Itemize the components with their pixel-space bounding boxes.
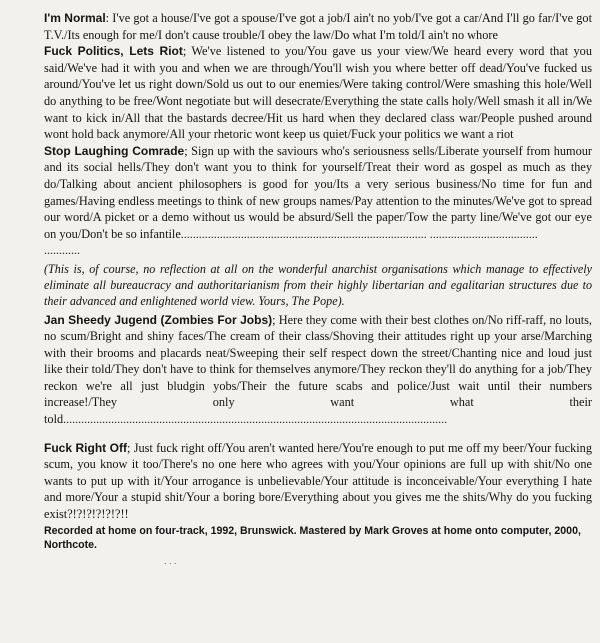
song-lyrics: Here they come with their best clothes on/No riff-raff, no louts, no scum/Bright and shiny faces/The cream of their class/Shoving their attitudes right up your arse/Marching with their brooms and placards neat/Sweeping their self respect down the street/Chanting nice and loud just like their told/They don't have to think for themselves anymore/They reckon they'll do anything for a job/They reckon we're all just bludgin yobs/Their the future scabs and police/Just wait until their numbers increase!/They only want what their told (44, 312, 592, 427)
title-separator: : (105, 11, 113, 25)
song-lyrics: I've got a house/I've got a spouse/I've got a job/I ain't no yob/I've got a car/And I'll go far/I've got T.V./Its enough for me/I don't cause trouble/I obey the law/Do what I'm told/I ain't no whore (44, 11, 592, 42)
song-title: I'm Normal (44, 11, 106, 25)
title-separator: ; (182, 44, 192, 59)
title-separator: ; (127, 440, 134, 455)
dotted-leader: .................................................................................. .................................... (180, 226, 538, 241)
song-lyrics: Just fuck right off/You aren't wanted here/You're enough to put me off my beer/Your fucking scum, you know it too/There's no one here who agrees with you/Your opinions are full up with shit/No one wants to put up with it/Your arrogance is unbelievable/Your attitude is inconceivable/Your everything I hate and more/Your a stupid shit/Your a boring bore/Everything about you gives me the shits/Why do you fucking exist?!?!?!?!?!?!! (44, 440, 592, 522)
editorial-note: (This is, of course, no reflection at all on the wonderful anarchist organisations which manage to effectively eliminate all bureaucracy and authoritarianism from their highly libertarian and egalitarian structures due to their advanced and enlightened world view. Yours, The Pope). (44, 261, 592, 309)
dotted-leader-extra: ............ (44, 243, 80, 258)
song-jan-sheedy-jugend (44, 312, 592, 428)
dotted-leader: ................................................................................................................................ (63, 412, 448, 427)
song-lyrics: Sign up with the saviours who's seriousness sells/Liberate yourself from humour and its social hells/They don't want you to think for yourself/Treat their word as gospel as much as they do/Talking about ancient philosophers is good for you/Its a very serious business/No time for fun and games/Having endless meetings to think of new groups names/Pay attention to the minutes/We've got to spread our word/A picket or a demo without us would be absurd/Sell the paper/Tow the party line/We've got our eye on you/Don't be so infantile (44, 143, 592, 241)
song-title: Fuck Right Off (44, 440, 128, 455)
song-stop-laughing-comrade (44, 143, 592, 259)
title-separator: ; (272, 312, 279, 327)
song-title: Jan Sheedy Jugend (Zombies For Jobs) (44, 312, 273, 327)
song-fuck-right-off (44, 440, 592, 523)
song-title: Stop Laughing Comrade (44, 143, 185, 158)
title-separator: ; (184, 143, 192, 158)
song-title: Fuck Politics, Lets Riot (44, 44, 183, 59)
recording-credits: Recorded at home on four-track, 1992, Brunswick. Mastered by Mark Groves at home onto computer, 2000, Northcote. (44, 524, 581, 551)
footer-mark: . . . (164, 555, 177, 566)
song-lyrics: We've listened to you/You gave us your view/We heard every word that you said/We've had it with you and when we are through/You'll wish you where better off dead/You've fucked us around/You've let us right down/Sold us out to our enemies/Were taking control/Were smashing this hole/Well do anything to be free/Wont negotiate but will desecrate/Everything the state calls holy/Well smash it all in/We want to kick in/All that the bastards decree/Hit us hard when they declared class war/People pushed around wont hold back anymore/All your rhetoric wont keep us quiet/Fuck your politics we want a riot (44, 44, 592, 142)
song-fuck-politics (44, 43, 592, 143)
song-im-normal (44, 10, 592, 43)
spacer (44, 428, 592, 440)
